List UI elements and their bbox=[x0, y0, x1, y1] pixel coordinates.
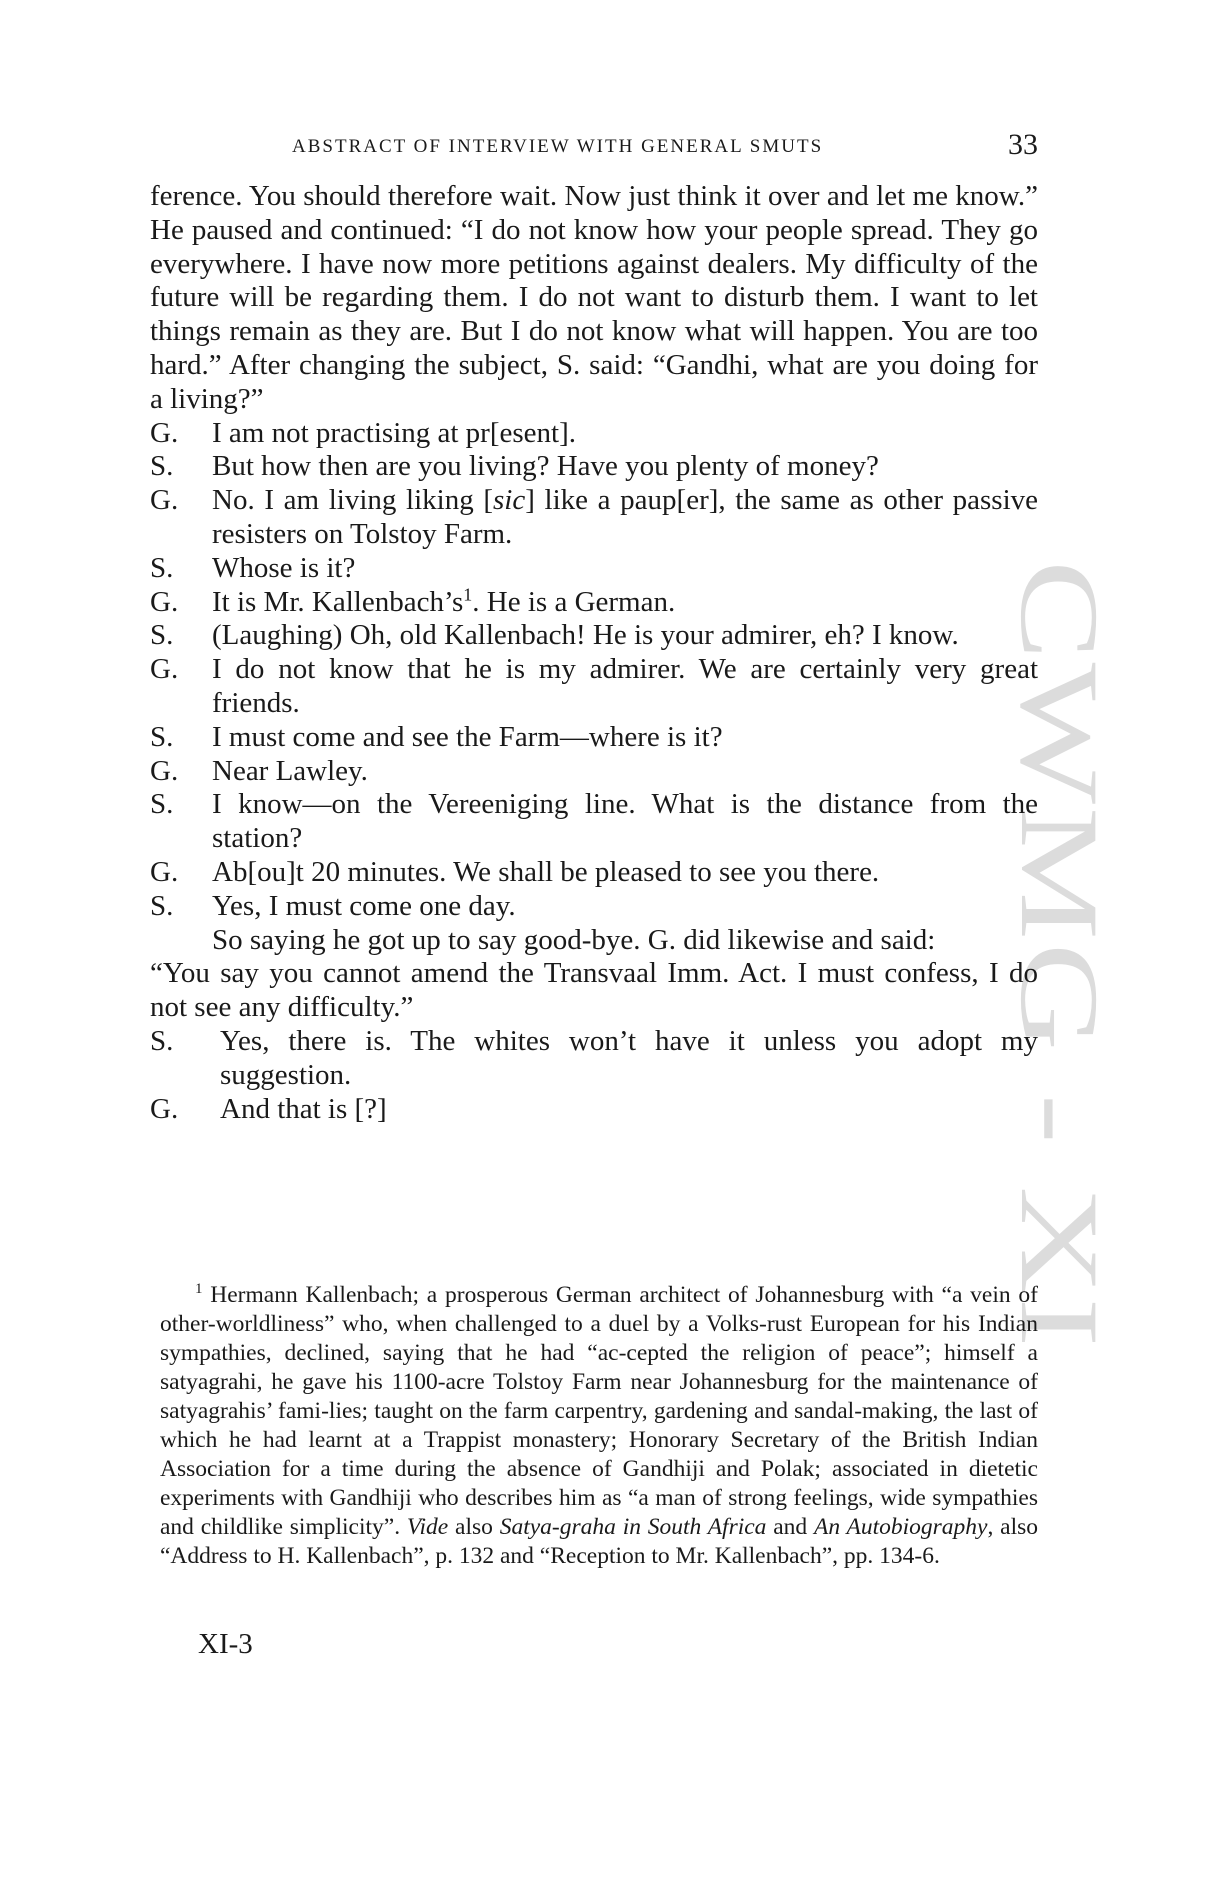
footnote-text bbox=[160, 1275, 1038, 1571]
quote-paragraph: “You say you cannot amend the Transvaal Imm. Act. I must confess, I do not see any difficulty.” bbox=[150, 957, 1038, 1024]
dialogue-line bbox=[150, 890, 1038, 924]
dialogue-line bbox=[150, 755, 1038, 789]
dialogue-line bbox=[150, 552, 1038, 586]
speaker: G. bbox=[150, 585, 179, 618]
footnote-reference[interactable]: 1 bbox=[463, 583, 473, 604]
footnote-part: , also “Address to H. Kallenbach”, p. 132 and “Reception to Mr. Kallenbach”, pp. 134-6. bbox=[160, 1513, 1039, 1569]
dialogue-line bbox=[150, 653, 1038, 721]
speaker: S. bbox=[150, 450, 174, 483]
speaker: S. bbox=[150, 889, 174, 922]
utterance: Whose is it? bbox=[212, 551, 356, 584]
speaker: G. bbox=[150, 754, 179, 787]
speaker: G. bbox=[150, 855, 179, 888]
dialogue-line bbox=[150, 1093, 1038, 1127]
utterance-part: ] like a paup[er], the same as other passive resisters on Tolstoy Farm. bbox=[212, 484, 1039, 550]
speaker: G. bbox=[150, 484, 179, 517]
speaker: S. bbox=[150, 551, 174, 584]
utterance: And that is [?] bbox=[220, 1092, 387, 1125]
dialogue-line bbox=[150, 788, 1038, 856]
sic-italic: sic bbox=[493, 484, 526, 517]
footnote-book-title: An Autobiography bbox=[813, 1513, 988, 1540]
footnote-vide: Vide bbox=[406, 1513, 449, 1540]
utterance: I do not know that he is my admirer. We are certainly very great friends. bbox=[212, 653, 1038, 719]
speaker: G. bbox=[150, 416, 179, 449]
dialogue-line bbox=[150, 1025, 1038, 1093]
speaker: S. bbox=[150, 1024, 174, 1057]
dialogue-line bbox=[150, 484, 1038, 552]
utterance: Ab[ou]t 20 minutes. We shall be pleased to see you there. bbox=[212, 855, 880, 888]
footnote-part: and bbox=[766, 1513, 814, 1540]
utterance: I am not practising at pr[esent]. bbox=[212, 416, 576, 449]
dialogue-line bbox=[150, 450, 1038, 484]
page-number: 33 bbox=[1008, 128, 1038, 161]
speaker: S. bbox=[150, 788, 174, 821]
footnote bbox=[160, 1275, 1038, 1571]
footnote-part: also bbox=[448, 1513, 500, 1540]
utterance-part: It is Mr. Kallenbach’s bbox=[212, 585, 464, 618]
utterance: (Laughing) Oh, old Kallenbach! He is your admirer, eh? I know. bbox=[212, 619, 959, 652]
running-head: ABSTRACT OF INTERVIEW WITH GENERAL SMUTS bbox=[292, 136, 824, 157]
body-text bbox=[150, 180, 1038, 1126]
footnote-part: Hermann Kallenbach; a prosperous German architect of Johannesburg with “a vein of other-worldliness” who, when challenged to a duel by a Volks-rust European for his Indian sympathies, declined, saying that he had “ac-cepted the religion of peace”; himself a satyagrahi, he gave his 1100-acre Tolstoy Farm near Johannesburg for the maintenance of satyagrahis’ fami-lies; taught on the farm carpentry, gardening and sandal-making, the last of which he had learnt at a Trappist monastery; Honorary Secretary of the British Indian Association for a time during the absence of Gandhiji and Polak; associated in dietetic experiments with Gandhiji who describes him as “a man of strong feelings, wide sympathies and childlike simplicity”. bbox=[160, 1281, 1038, 1540]
utterance bbox=[212, 583, 1038, 620]
dialogue-line bbox=[150, 721, 1038, 755]
footnote-book-title: Satya-graha in South Africa bbox=[499, 1513, 767, 1540]
speaker: G. bbox=[150, 653, 179, 686]
utterance: But how then are you living? Have you plenty of money? bbox=[212, 450, 879, 483]
narration-paragraph: So saying he got up to say good-bye. G. did likewise and said: bbox=[212, 923, 936, 956]
utterance-part: . He is a German. bbox=[472, 585, 676, 618]
dialogue-line bbox=[150, 583, 1038, 620]
watermark-text: CWMG - XI bbox=[997, 560, 1121, 1151]
utterance: Yes, there is. The whites won’t have it unless you adopt my suggestion. bbox=[220, 1024, 1038, 1091]
page-header bbox=[150, 128, 1038, 168]
utterance: I must come and see the Farm—where is it? bbox=[212, 720, 723, 753]
dialogue-line bbox=[150, 856, 1038, 890]
signature-mark: XI-3 bbox=[198, 1628, 253, 1660]
dialogue-line bbox=[150, 619, 1038, 653]
utterance: I know—on the Vereeniging line. What is the distance from the station? bbox=[212, 788, 1038, 855]
opening-paragraph: ference. You should therefore wait. Now just think it over and let me know.” He paused and continued: “I do not know how your people spread. They go everywhere. I have now more petitions against dealers. My difficulty of the future will be regarding them. I do not want to disturb them. I want to let things remain as they are. But I do not know what will happen. You are too hard.” After changing the subject, S. said: “Gandhi, what are you doing for a living?” bbox=[150, 180, 1038, 415]
utterance: Yes, I must come one day. bbox=[212, 889, 516, 922]
utterance-part: No. I am living liking [ bbox=[212, 484, 494, 517]
footnote-marker: 1 bbox=[195, 1281, 203, 1297]
dialogue-line bbox=[150, 417, 1038, 451]
utterance: Near Lawley. bbox=[212, 754, 368, 787]
speaker: S. bbox=[150, 720, 174, 753]
utterance bbox=[212, 484, 1038, 552]
speaker: G. bbox=[150, 1092, 179, 1125]
speaker: S. bbox=[150, 619, 174, 652]
